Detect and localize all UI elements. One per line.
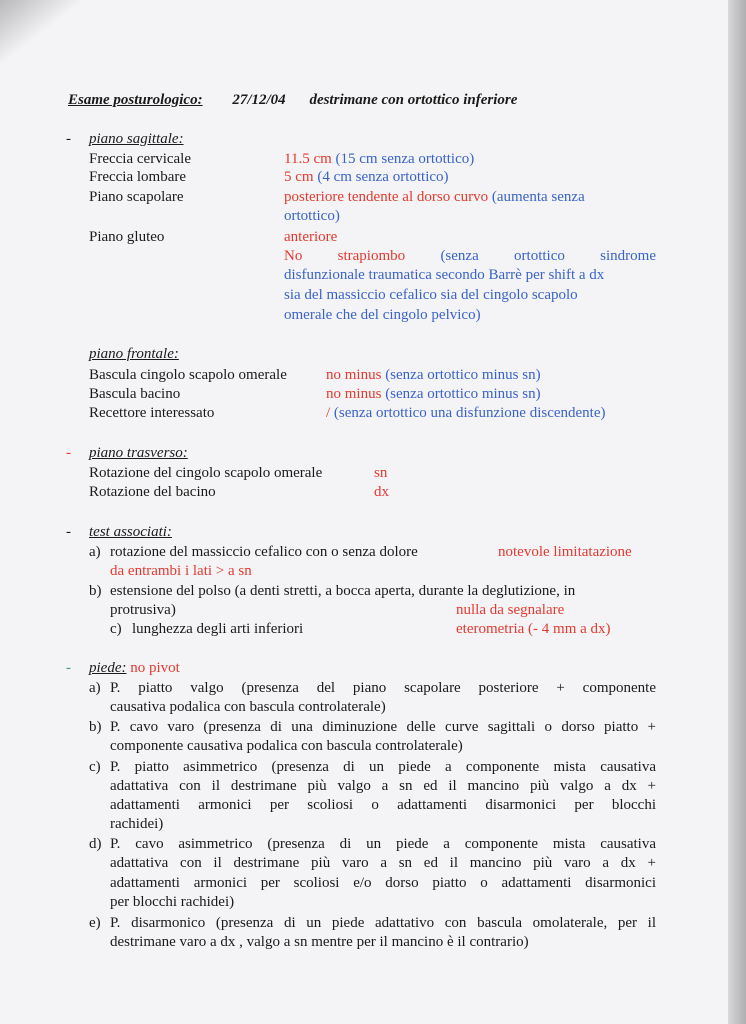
sagittale-value-2: posteriore tendente al dorso curvo (aumenta senza — [284, 189, 585, 205]
sagittale-label-1: Freccia lombare — [89, 169, 187, 185]
piede-b-line: P. cavo varo (presenza di una diminuzione delle curve sagittali o dorso piatto + — [110, 719, 656, 735]
test-c-result: eterometria (- 4 mm a dx) — [456, 621, 611, 637]
page-edge-shadow — [728, 0, 746, 1024]
test-b-label: b) — [89, 583, 102, 599]
piede-c-line: rachidei) — [110, 816, 164, 832]
piede-d-line: P. cavo asimmetrico (presenza di un piede a componente mista causativa — [110, 836, 656, 852]
frontale-value-2: / (senza ortottico una disfunzione discendente) — [326, 405, 606, 421]
trasverso-label-0: Rotazione del cingolo scapolo omerale — [89, 465, 323, 481]
piede-d-line: adattativa con il destrimane più varo a sn ed il mancino più varo a dx + — [110, 855, 656, 871]
exam-subtitle: destrimane con ortottico inferiore — [309, 92, 518, 108]
piede-d-label: d) — [89, 836, 102, 852]
test-c-text: lunghezza degli arti inferiori — [132, 621, 304, 637]
test-a-result-cont: da entrambi i lati > a sn — [110, 563, 252, 579]
piede-e-line: P. disarmonico (presenza di un piede adattativo con bascula omolaterale, per il — [110, 915, 656, 931]
piede-d-line: per blocchi rachidei) — [110, 894, 235, 910]
frontale-value-1: no minus (senza ortottico minus sn) — [326, 386, 541, 402]
frontale-label-1: Bascula bacino — [89, 386, 181, 402]
test-b-text-cont: protrusiva) — [110, 602, 176, 618]
sagittale-label-2: Piano scapolare — [89, 189, 184, 205]
sagittale-value-2-cont: ortottico) — [284, 208, 340, 224]
exam-date: 27/12/04 — [232, 92, 286, 108]
frontale-value-0: no minus (senza ortottico minus sn) — [326, 367, 541, 383]
bullet-dash: - — [66, 131, 71, 147]
trasverso-value-1: dx — [374, 484, 389, 500]
strapiombo-line-1: No strapiombo (senza ortottico sindrome — [284, 248, 656, 264]
piede-a-line: P. piatto valgo (presenza del piano scapolare posteriore + componente — [110, 680, 656, 696]
strapiombo-line-3: sia del massiccio cefalico sia del cingolo scapolo — [284, 287, 578, 303]
sagittale-label-3: Piano gluteo — [89, 229, 165, 245]
piede-e-line: destrimane varo a dx , valgo a sn mentre per il mancino è il contrario) — [110, 934, 529, 950]
sagittale-label-0: Freccia cervicale — [89, 151, 192, 167]
piede-b-line: componente causativa podalica con bascula controlaterale) — [110, 738, 463, 754]
sagittale-value-1: 5 cm (4 cm senza ortottico) — [284, 169, 449, 185]
test-a-result: notevole limitatazione — [498, 544, 632, 560]
test-b-result: nulla da segnalare — [456, 602, 565, 618]
piede-heading: piede: no pivot — [89, 660, 180, 676]
strapiombo-line-4: omerale che del cingolo pelvico) — [284, 307, 481, 323]
sagittale-heading: piano sagittale: — [89, 131, 184, 147]
piede-a-label: a) — [89, 680, 101, 696]
strapiombo-line-2: disfunzionale traumatica secondo Barrè per shift a dx — [284, 267, 605, 283]
piede-d-line: adattamenti armonici per scoliosi e/o dorso piatto o adattamenti disarmonici — [110, 875, 656, 891]
piede-e-label: e) — [89, 915, 101, 931]
test-a-label: a) — [89, 544, 101, 560]
bullet-dash: - — [66, 660, 71, 676]
frontale-label-0: Bascula cingolo scapolo omerale — [89, 367, 287, 383]
test-c-label: c) — [110, 621, 122, 637]
frontale-heading: piano frontale: — [89, 346, 179, 362]
piede-c-label: c) — [89, 759, 101, 775]
bullet-dash: - — [66, 524, 71, 540]
exam-title: Esame posturologico: — [68, 92, 203, 108]
frontale-label-2: Recettore interessato — [89, 405, 215, 421]
trasverso-label-1: Rotazione del bacino — [89, 484, 216, 500]
exam-header — [68, 91, 517, 109]
piede-c-line: adattativa con il destrimane più valgo a sn ed il mancino più valgo a dx + — [110, 778, 656, 794]
test-a-text: rotazione del massiccio cefalico con o senza dolore — [110, 544, 418, 560]
test-b-text: estensione del polso (a denti stretti, a bocca aperta, durante la deglutizione, in — [110, 583, 576, 599]
piede-c-line: adattamenti armonici per scoliosi o adattamenti disarmonici per blocchi — [110, 797, 656, 813]
trasverso-value-0: sn — [374, 465, 388, 481]
piede-c-line: P. piatto asimmetrico (presenza di un piede a componente mista causativa — [110, 759, 656, 775]
piede-a-line: causativa podalica con bascula controlaterale) — [110, 699, 386, 715]
sagittale-value-3: anteriore — [284, 229, 338, 245]
bullet-dash: - — [66, 445, 71, 461]
test-heading: test associati: — [89, 524, 172, 540]
trasverso-heading: piano trasverso: — [89, 445, 188, 461]
piede-b-label: b) — [89, 719, 102, 735]
sagittale-value-0: 11.5 cm (15 cm senza ortottico) — [284, 151, 475, 167]
